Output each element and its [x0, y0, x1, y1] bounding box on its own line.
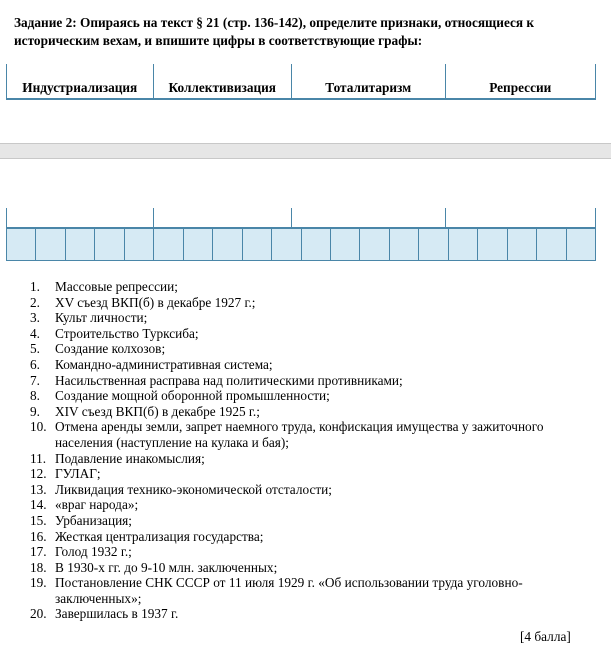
- list-item: [30, 326, 595, 342]
- item-text: Строительство Турксиба;: [55, 325, 199, 341]
- answer-cells-row: [6, 228, 596, 261]
- answer-cell[interactable]: [66, 229, 95, 260]
- list-item: [30, 466, 595, 482]
- item-text: XV съезд ВКП(б) в декабре 1927 г.;: [55, 294, 256, 310]
- list-item: [30, 497, 595, 513]
- header-collectivization: Коллективизация: [154, 64, 293, 98]
- list-item: [30, 544, 595, 560]
- features-list: [30, 279, 595, 622]
- item-text: XIV съезд ВКП(б) в декабре 1925 г.;: [55, 403, 260, 419]
- item-number: 13.: [30, 481, 47, 497]
- item-number: 18.: [30, 559, 47, 575]
- list-item: [30, 388, 595, 404]
- answer-cell[interactable]: [478, 229, 507, 260]
- list-item: [30, 373, 595, 389]
- answer-cell[interactable]: [243, 229, 272, 260]
- answer-cell[interactable]: [302, 229, 331, 260]
- item-text: Культ личности;: [55, 310, 148, 326]
- item-number: 19.: [30, 575, 47, 591]
- item-text: В 1930-х гг. до 9-10 млн. заключенных;: [55, 559, 278, 575]
- item-number: 2.: [30, 294, 40, 310]
- item-number: 10.: [30, 419, 47, 435]
- list-item: [30, 451, 595, 467]
- item-number: 12.: [30, 466, 47, 482]
- list-item: [30, 357, 595, 373]
- list-item: [30, 404, 595, 420]
- list-item: [30, 529, 595, 545]
- item-number: 9.: [30, 403, 40, 419]
- answer-cell[interactable]: [390, 229, 419, 260]
- task-title: Задание 2: Опираясь на текст § 21 (стр. 136-142), определите признаки, относящиеся к историческим вехам, и впишите цифры в соответствующие графы:: [14, 15, 535, 48]
- item-text: Ликвидация технико-экономической отсталости;: [55, 481, 332, 497]
- table-stub: [154, 208, 293, 227]
- list-item: [30, 513, 595, 529]
- score-label: [4 балла]: [520, 629, 571, 644]
- item-text: Создание мощной оборонной промышленности;: [55, 388, 330, 404]
- item-text: Голод 1932 г.;: [55, 544, 132, 560]
- answer-table-stubs: [6, 208, 596, 228]
- item-text: Завершилась в 1937 г.: [55, 606, 179, 622]
- list-item: [30, 419, 595, 450]
- answer-cell[interactable]: [125, 229, 154, 260]
- answer-cell[interactable]: [213, 229, 242, 260]
- item-text: Массовые репрессии;: [55, 279, 178, 294]
- item-text: Жесткая централизация государства;: [55, 528, 264, 544]
- list-item: [30, 575, 595, 606]
- item-number: 1.: [30, 279, 40, 294]
- item-number: 15.: [30, 512, 47, 528]
- answer-cell[interactable]: [272, 229, 301, 260]
- header-repressions: Репрессии: [489, 80, 552, 95]
- header-industrialization: Индустриализация: [7, 64, 154, 98]
- item-number: 7.: [30, 372, 40, 388]
- list-item: [30, 279, 595, 295]
- table-stub: [7, 208, 154, 227]
- answer-cell[interactable]: [95, 229, 124, 260]
- list-item: [30, 341, 595, 357]
- item-number: 3.: [30, 310, 40, 326]
- answer-cell[interactable]: [567, 229, 595, 260]
- answer-cell[interactable]: [7, 229, 36, 260]
- list-item: [30, 295, 595, 311]
- header-totalitarianism: Тоталитаризм: [292, 64, 445, 98]
- item-text: Насильственная расправа над политическими противниками;: [55, 372, 403, 388]
- answer-cell[interactable]: [36, 229, 65, 260]
- answer-cell[interactable]: [360, 229, 389, 260]
- item-text: Подавление инакомыслия;: [55, 450, 205, 466]
- item-number: 8.: [30, 388, 40, 404]
- item-text: «враг народа»;: [55, 497, 139, 513]
- answer-cell[interactable]: [154, 229, 183, 260]
- item-number: 5.: [30, 341, 40, 357]
- table-stub: [292, 208, 445, 227]
- item-text: ГУЛАГ;: [55, 466, 101, 482]
- item-text: Создание колхозов;: [55, 341, 166, 357]
- item-number: 11.: [30, 450, 47, 466]
- answer-cell[interactable]: [449, 229, 478, 260]
- list-item: [30, 606, 595, 622]
- item-number: 16.: [30, 528, 47, 544]
- item-number: 17.: [30, 544, 47, 560]
- item-text: Командно-административная система;: [55, 356, 273, 372]
- answer-cell[interactable]: [537, 229, 566, 260]
- answer-cell[interactable]: [508, 229, 537, 260]
- item-text: Постановление СНК СССР от 11 июля 1929 г. «Об использовании труда уголовно-заключенных»;: [55, 575, 523, 606]
- list-item: [30, 310, 595, 326]
- answer-cell[interactable]: [331, 229, 360, 260]
- answer-cell[interactable]: [419, 229, 448, 260]
- item-number: 14.: [30, 497, 47, 513]
- item-number: 20.: [30, 606, 47, 622]
- page-break: [0, 143, 611, 159]
- item-number: 6.: [30, 356, 40, 372]
- item-text: Урбанизация;: [55, 512, 132, 528]
- answer-cell[interactable]: [184, 229, 213, 260]
- list-item: [30, 560, 595, 576]
- answer-table-header: [6, 64, 596, 100]
- item-number: 4.: [30, 325, 40, 341]
- item-text: Отмена аренды земли, запрет наемного труда, конфискация имущества у зажиточного населения (наступление на кулака и бая);: [55, 419, 544, 450]
- table-stub: [446, 208, 595, 227]
- list-item: [30, 482, 595, 498]
